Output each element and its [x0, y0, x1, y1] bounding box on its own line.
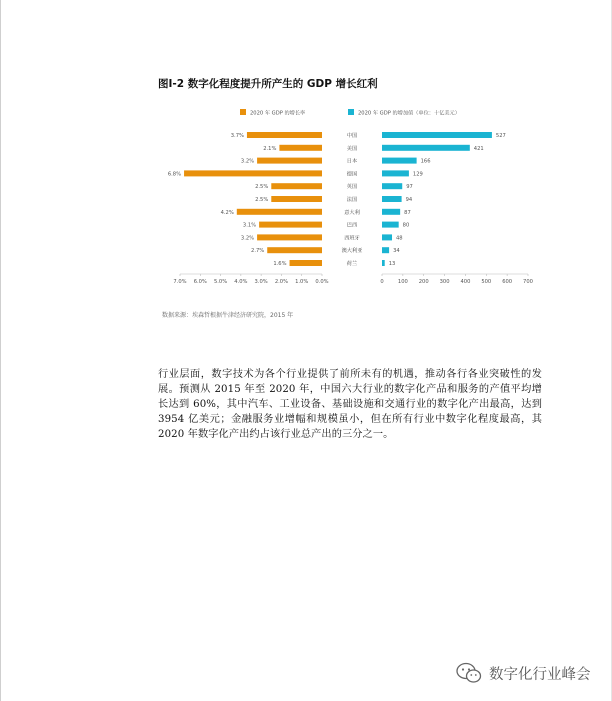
- bar-right-2: [382, 158, 417, 164]
- bar-left-5: [271, 196, 322, 202]
- bar-right-label-9: 34: [393, 248, 400, 255]
- category-label-7: 巴西: [346, 222, 358, 229]
- category-label-6: 意大利: [344, 209, 360, 216]
- tick-label-left-6: 1.0%: [295, 279, 309, 285]
- bar-right-10: [382, 260, 385, 266]
- tick-label-right-7: 700: [523, 279, 533, 285]
- tick-label-right-3: 300: [439, 279, 450, 285]
- bar-left-label-8: 3.2%: [240, 235, 255, 242]
- bar-right-3: [382, 170, 409, 176]
- bar-left-3: [184, 170, 322, 176]
- bar-right-label-6: 87: [404, 209, 411, 216]
- bar-right-8: [382, 234, 392, 240]
- bar-right-label-0: 527: [495, 133, 506, 139]
- tick-label-left-0: 7.0%: [173, 279, 187, 285]
- bar-left-2: [257, 158, 322, 164]
- figure-source: 数据来源：埃森哲根据牛津经济研究院，2015 年: [162, 312, 294, 319]
- figure-title: 图I-2 数字化程度提升所产生的 GDP 增长红利: [158, 78, 378, 90]
- watermark-text: 数字化行业峰会: [489, 666, 591, 683]
- page-left-edge: [0, 0, 1, 701]
- bar-left-label-3: 6.8%: [167, 171, 182, 178]
- bar-right-label-3: 129: [412, 171, 423, 178]
- bar-left-label-7: 3.1%: [242, 222, 257, 229]
- category-label-9: 澳大利亚: [341, 248, 363, 255]
- bar-left-4: [271, 183, 322, 189]
- bar-left-7: [259, 222, 322, 228]
- tick-label-left-4: 3.0%: [254, 279, 268, 285]
- bar-right-9: [382, 247, 389, 253]
- wechat-icon: [456, 662, 482, 684]
- tick-label-right-5: 500: [481, 279, 492, 285]
- category-label-10: 荷兰: [346, 261, 358, 267]
- category-label-5: 法国: [346, 197, 358, 203]
- bar-left-label-9: 2.7%: [251, 248, 265, 255]
- bar-right-label-8: 48: [396, 235, 403, 242]
- bar-right-label-2: 166: [420, 158, 431, 165]
- watermark: [456, 662, 591, 684]
- bar-right-5: [382, 196, 402, 202]
- tick-label-left-3: 4.0%: [234, 279, 248, 285]
- tick-label-right-6: 600: [502, 279, 513, 285]
- bar-right-0: [382, 132, 492, 138]
- tick-label-left-1: 6.0%: [193, 279, 207, 285]
- bar-left-1: [279, 145, 322, 151]
- category-label-4: 英国: [346, 184, 358, 191]
- category-label-3: 德国: [346, 171, 358, 178]
- bar-right-label-7: 80: [402, 222, 410, 229]
- bar-left-8: [257, 234, 322, 240]
- bar-left-label-2: 3.2%: [240, 158, 255, 165]
- tick-label-left-7: 0.0%: [315, 279, 329, 285]
- bar-left-label-10: 1.6%: [273, 261, 287, 267]
- bar-left-label-5: 2.5%: [255, 197, 269, 203]
- category-label-2: 日本: [346, 158, 358, 165]
- category-label-0: 中国: [346, 133, 358, 139]
- bar-left-label-1: 2.1%: [263, 145, 277, 152]
- bar-right-label-1: 421: [473, 145, 484, 152]
- bar-left-label-4: 2.5%: [255, 184, 269, 191]
- bar-right-6: [382, 209, 400, 215]
- tick-label-right-0: 0: [380, 279, 384, 285]
- bar-left-6: [237, 209, 322, 215]
- bar-left-9: [267, 247, 322, 253]
- bar-right-label-5: 94: [405, 197, 413, 203]
- category-label-1: 美国: [346, 145, 358, 152]
- legend-swatch-left: [240, 109, 246, 115]
- bar-left-label-6: 4.2%: [220, 209, 234, 216]
- gdp-growth-chart: [160, 100, 540, 300]
- category-label-8: 西班牙: [344, 235, 360, 242]
- bar-right-4: [382, 183, 402, 189]
- bar-right-label-10: 13: [388, 261, 396, 267]
- tick-label-left-2: 5.0%: [213, 279, 228, 285]
- body-paragraph: 行业层面，数字技术为各个行业提供了前所未有的机遇，推动各行各业突破性的发展。预测从 2015 年至 2020 年，中国六大行业的数字化产品和服务的产值平均增长达到 60%，其中汽车、工业设备、基础设施和交通行业的数字化产出最高，达到 3954 亿美元；金融服务业增幅和规模虽小，但在所有行业中数字化程度最高，其 2020 年数字化产出约占该行业总产出的三分之一。: [158, 369, 542, 440]
- legend-label-left: 2020 年 GDP 的增长率: [250, 110, 306, 117]
- tick-label-left-5: 2.0%: [274, 279, 289, 285]
- bar-left-10: [290, 260, 322, 266]
- legend-swatch-right: [348, 109, 354, 115]
- bar-left-0: [247, 132, 322, 138]
- bar-right-label-4: 97: [406, 184, 413, 191]
- bar-right-1: [382, 145, 470, 151]
- tick-label-right-2: 200: [418, 279, 429, 285]
- tick-label-right-1: 100: [397, 279, 408, 285]
- legend-label-right: 2020 年 GDP 的增加值（单位：十亿美元）: [358, 110, 460, 117]
- bar-left-label-0: 3.7%: [230, 133, 244, 139]
- tick-label-right-4: 400: [460, 279, 471, 285]
- bar-right-7: [382, 222, 399, 228]
